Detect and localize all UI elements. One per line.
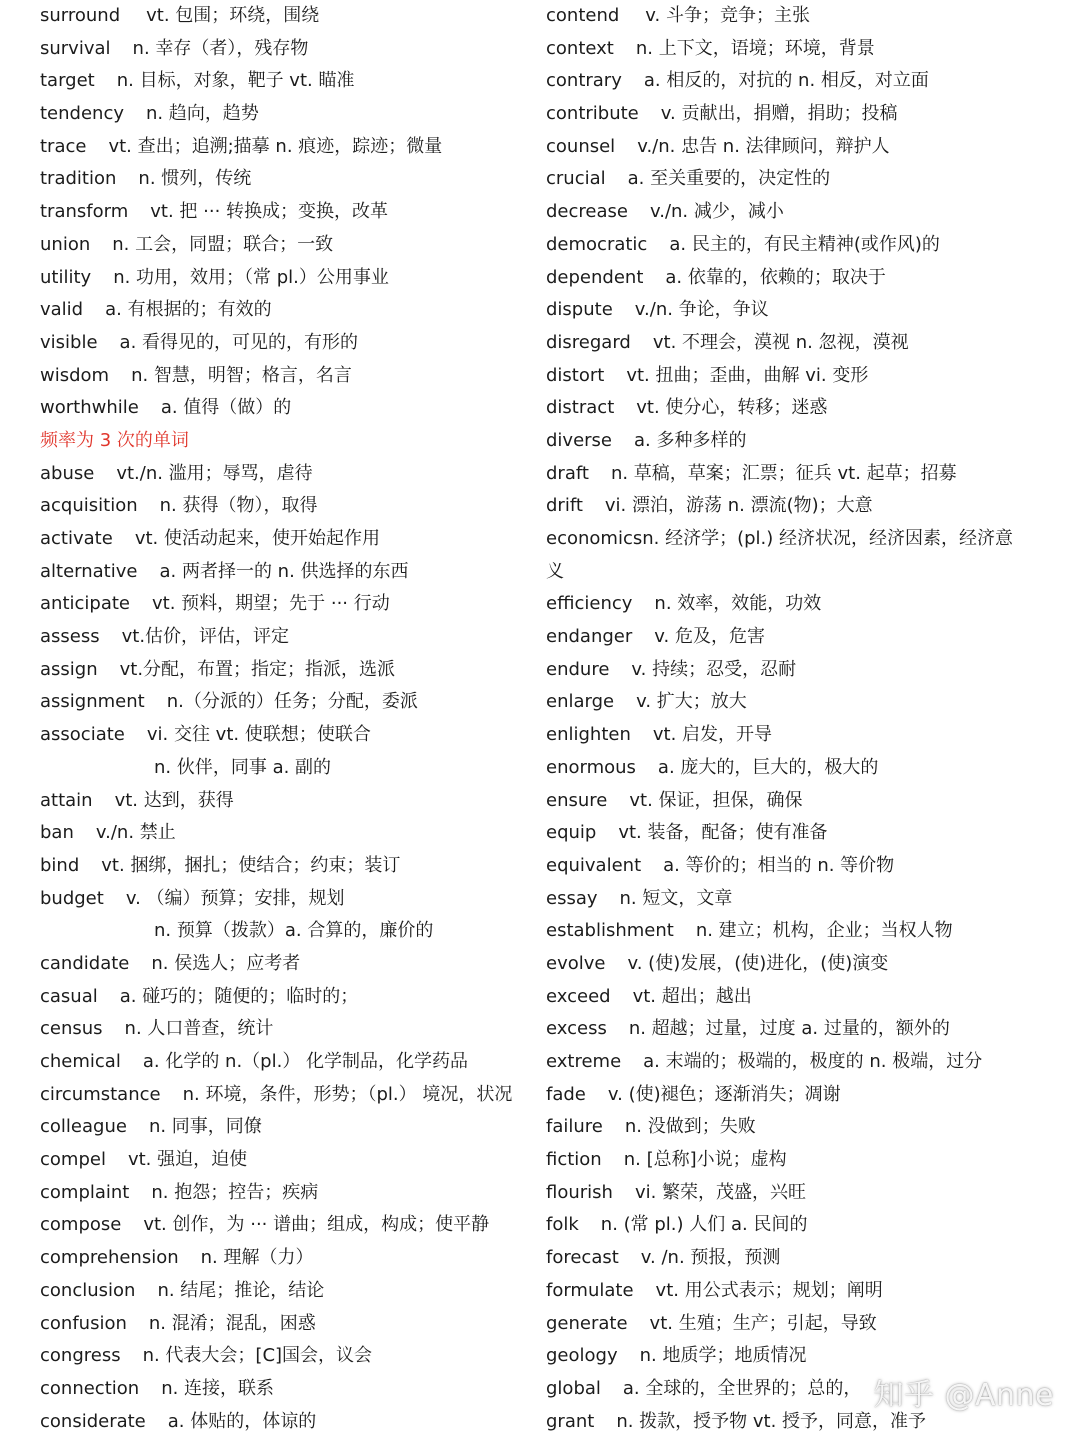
vocab-word: abuse [40, 462, 95, 484]
vocab-definition: a. 相反的，对抗的 n. 相反，对立面 [643, 70, 929, 92]
vocab-word: assignment [40, 691, 145, 713]
vocab-definition: n. 超越；过量，过度 a. 过量的，额外的 [628, 1018, 950, 1040]
vocab-word: considerate [40, 1410, 146, 1432]
vocab-entry [40, 915, 535, 948]
vocab-definition: vt./n. 滥用；辱骂，虐待 [116, 462, 313, 484]
vocab-definition: vt. 查出；追溯;描摹 n. 痕迹，踪迹；微量 [108, 135, 443, 157]
vocab-definition: a. 值得（做）的 [160, 397, 292, 419]
vocab-entry [40, 1046, 535, 1079]
vocab-definition: a. 有根据的；有效的 [105, 299, 272, 321]
vocab-definition: v. （编）预算；安排，规划 [125, 887, 345, 909]
vocab-entry [546, 294, 1046, 327]
vocab-entry [546, 0, 1046, 33]
vocab-entry [546, 425, 1046, 458]
vocab-entry [546, 1079, 1046, 1112]
vocab-definition: n. [总称]小说；虚构 [623, 1149, 787, 1171]
vocab-entry [40, 65, 535, 98]
vocab-definition: n. 混淆；混乱，困惑 [148, 1312, 316, 1334]
vocab-entry [40, 1144, 535, 1177]
vocab-definition: n. 建立；机构，企业；当权人物 [695, 920, 953, 942]
vocab-word: activate [40, 528, 113, 549]
vocab-entry [546, 915, 1046, 948]
vocab-word: forecast [546, 1247, 619, 1269]
vocab-entry [40, 229, 535, 262]
vocab-definition: vt. 不理会，漠视 n. 忽视，漠视 [652, 331, 909, 353]
vocab-definition: n. 趋向，趋势 [146, 103, 259, 125]
vocab-entry [40, 0, 535, 33]
vocab-word: counsel [546, 135, 616, 157]
vocab-definition: a. 民主的，有民主精神(或作风)的 [669, 233, 940, 255]
vocab-definition: a. 末端的；极端的，极度的 n. 极端，过分 [643, 1051, 983, 1072]
watermark: 知乎 @Anne [873, 1378, 1054, 1413]
vocab-definition: n. 短文，文章 [619, 887, 733, 909]
vocab-entry [40, 719, 535, 752]
vocab-entry [40, 686, 535, 719]
vocab-entry [546, 65, 1046, 98]
vocab-definition: n. 功用，效用；（常 pl.）公用事业 [113, 266, 389, 288]
vocab-word: connection [40, 1377, 140, 1399]
vocab-entry [546, 1111, 1046, 1144]
vocab-word: target [40, 70, 95, 92]
vocab-definition: v. 扩大；放大 [636, 691, 747, 713]
vocab-word: evolve [546, 952, 606, 974]
vocab-entry [546, 360, 1046, 393]
vocab-entry [40, 131, 535, 164]
vocab-definition: v./n. 争论，争议 [634, 299, 769, 321]
vocab-entry [40, 196, 535, 229]
vocab-definition: vt.估价，评估，评定 [121, 626, 290, 648]
vocab-definition: v. (使)发展，(使)进化，(使)演变 [627, 952, 889, 974]
vocab-definition: a. 化学的 n.（pl.） 化学制品，化学药品 [142, 1051, 469, 1072]
vocab-definition: n. 效率，效能，功效 [654, 593, 822, 615]
vocab-entry [40, 163, 535, 196]
vocab-definition: vt. 预料，期望；先于 ··· 行动 [151, 593, 390, 615]
vocab-definition: v./n. 忠告 n. 法律顾问，辩护人 [637, 135, 890, 157]
vocab-entry [40, 556, 535, 589]
vocab-word: surround [40, 5, 121, 26]
vocab-word: contribute [546, 103, 639, 125]
vocab-word: equip [546, 822, 597, 844]
vocab-word: essay [546, 887, 598, 909]
vocab-entry [546, 948, 1046, 981]
vocab-word: fade [546, 1083, 586, 1105]
vocab-entry [546, 621, 1046, 654]
vocab-word: budget [40, 887, 104, 909]
vocab-definition: vt. 包围；环绕，围绕 [146, 5, 320, 26]
vocab-word: generate [546, 1312, 628, 1334]
vocab-word: contend [546, 5, 620, 26]
vocab-entry [40, 1406, 535, 1439]
vocab-word: complaint [40, 1181, 130, 1203]
vocab-entry [40, 1308, 535, 1341]
vocab-entry [546, 523, 1046, 556]
vocab-entry [546, 392, 1046, 425]
vocab-definition: n. 理解（力） [200, 1247, 314, 1269]
vocab-definition: n. 人口普查，统计 [124, 1018, 274, 1040]
vocab-word: enlighten [546, 724, 631, 746]
vocab-entry [40, 523, 535, 556]
vocab-word: dispute [546, 299, 613, 321]
vocab-entry [546, 981, 1046, 1014]
vocab-definition: vt. 保证，担保，确保 [629, 789, 803, 811]
vocab-word: bind [40, 854, 80, 876]
vocab-definition: n. 经济学；(pl.) 经济状况，经济因素，经济意 [642, 528, 1013, 549]
vocab-entry [546, 490, 1046, 523]
vocab-entry [546, 1046, 1046, 1079]
right-column [546, 0, 1046, 1438]
vocab-entry [40, 262, 535, 295]
vocab-definition: n. 预算（拨款）a. 合算的，廉价的 [154, 920, 434, 942]
vocab-definition: a. 依靠的，依赖的；取决于 [665, 266, 886, 288]
vocab-entry [546, 1275, 1046, 1308]
vocab-definition: vt. 强迫，迫使 [127, 1149, 248, 1171]
vocab-entry [546, 588, 1046, 621]
vocab-definition: n. 草稿，草案；汇票；征兵 vt. 起草；招募 [610, 462, 957, 484]
vocab-definition: v. 斗争；竞争；主张 [645, 5, 810, 26]
vocab-definition: vi. 繁荣，茂盛，兴旺 [634, 1181, 807, 1203]
vocab-definition: n. 代表大会；[C]国会，议会 [142, 1345, 373, 1367]
vocab-definition: v. ∕n. 预报，预测 [640, 1247, 781, 1269]
vocab-entry [40, 98, 535, 131]
vocab-definition: vt. 创作，为 ··· 谱曲；组成，构成；使平静 [143, 1214, 490, 1236]
vocab-word: survival [40, 37, 111, 59]
section-heading [40, 425, 535, 458]
vocab-word: tradition [40, 168, 117, 190]
vocab-definition: vt. 使活动起来，使开始起作用 [134, 528, 380, 549]
vocab-definition: n. 伙伴，同事 a. 副的 [154, 756, 332, 778]
vocab-definition: vt.分配，布置；指定；指派，选派 [119, 658, 396, 680]
vocab-entry [546, 262, 1046, 295]
vocab-word: crucial [546, 168, 606, 190]
vocab-word: endure [546, 658, 610, 680]
vocab-definition: a. 碰巧的；随便的；临时的； [119, 985, 359, 1007]
vocab-definition: a. 庞大的，巨大的，极大的 [657, 756, 879, 778]
vocab-definition: v. 持续；忍受，忍耐 [631, 658, 797, 680]
vocab-definition: vt. 用公式表示；规划；阐明 [655, 1279, 883, 1301]
vocab-entry [40, 1209, 535, 1242]
vocab-entry [546, 850, 1046, 883]
vocab-definition: n. 地质学；地质情况 [639, 1345, 807, 1367]
vocab-word: disregard [546, 331, 631, 353]
vocab-entry [40, 621, 535, 654]
vocab-word: contrary [546, 70, 622, 92]
vocab-entry [40, 883, 535, 916]
vocab-entry [40, 981, 535, 1014]
vocab-definition: a. 等价的；相当的 n. 等价物 [663, 854, 895, 876]
vocab-word: diverse [546, 429, 613, 451]
vocab-word: wisdom [40, 364, 110, 386]
vocab-word: confusion [40, 1312, 127, 1334]
vocab-entry [546, 556, 1046, 589]
vocab-definition: a. 至关重要的，决定性的 [627, 168, 831, 190]
vocab-word: excess [546, 1018, 607, 1040]
vocab-definition: vi. 交往 vt. 使联想；使联合 [146, 724, 371, 746]
vocab-definition: n. 上下文，语境；环境，背景 [635, 37, 875, 59]
vocab-definition: n. 没做到；失败 [624, 1116, 756, 1138]
vocab-entry [40, 1079, 535, 1112]
vocab-word: ensure [546, 789, 608, 811]
vocab-word: global [546, 1377, 601, 1399]
vocab-entry [546, 817, 1046, 850]
vocab-word: transform [40, 201, 129, 223]
vocab-entry [40, 490, 535, 523]
vocab-word: economics [546, 528, 643, 549]
vocab-entry [546, 1144, 1046, 1177]
vocab-definition: n.（分派的）任务；分配，委派 [166, 691, 418, 713]
vocab-entry [40, 360, 535, 393]
vocab-definition: n. 同事，同僚 [148, 1116, 262, 1138]
vocab-entry [40, 1275, 535, 1308]
vocab-definition: vi. 漂泊，游荡 n. 漂流(物)；大意 [604, 495, 873, 517]
vocab-entry [40, 1111, 535, 1144]
vocab-word: tendency [40, 103, 124, 125]
vocab-entry [40, 948, 535, 981]
vocab-entry [40, 1177, 535, 1210]
vocab-word: draft [546, 462, 589, 484]
vocab-word: anticipate [40, 593, 130, 615]
vocab-entry [40, 1242, 535, 1275]
vocab-word: decrease [546, 201, 628, 223]
vocab-word: context [546, 37, 614, 59]
vocab-entry [546, 98, 1046, 131]
vocab-word: endanger [546, 626, 633, 648]
vocab-definition: n. 智慧，明智；格言，名言 [131, 364, 352, 386]
vocab-definition: n. 目标，对象，靶子 vt. 瞄准 [116, 70, 355, 92]
vocab-word: associate [40, 724, 125, 746]
vocab-word: equivalent [546, 854, 642, 876]
vocab-definition: a. 多种多样的 [634, 429, 747, 451]
vocab-word: valid [40, 299, 84, 321]
vocab-word: distort [546, 364, 605, 386]
vocab-word: assess [40, 626, 100, 648]
vocab-definition: vt. 达到，获得 [114, 789, 234, 811]
vocab-entry [546, 1013, 1046, 1046]
vocab-definition: n. 获得（物），取得 [159, 495, 318, 517]
vocab-definition: v. 贡献出，捐赠，捐助；投稿 [660, 103, 898, 125]
vocab-word: chemical [40, 1051, 121, 1072]
vocab-word: efficiency [546, 593, 633, 615]
vocab-entry [546, 229, 1046, 262]
vocab-entry [546, 196, 1046, 229]
vocab-word: attain [40, 789, 93, 811]
vocab-entry [546, 785, 1046, 818]
vocab-definition: n. 连接，联系 [161, 1377, 275, 1399]
vocab-word: candidate [40, 952, 130, 974]
vocab-entry [546, 33, 1046, 66]
vocab-word: fiction [546, 1149, 602, 1171]
vocab-definition: vt. 装备，配备；使有准备 [618, 822, 828, 844]
vocab-definition: vt. 超出；越出 [632, 985, 752, 1007]
vocab-definition: vt. 扭曲；歪曲，曲解 vi. 变形 [626, 364, 869, 386]
vocab-word: geology [546, 1345, 618, 1367]
vocab-entry [40, 1340, 535, 1373]
vocab-entry [546, 1242, 1046, 1275]
vocab-definition: v./n. 减少，减小 [649, 201, 784, 223]
vocab-definition: n. 环境，条件，形势；（pl.） 境况，状况 [182, 1083, 513, 1105]
vocab-word: extreme [546, 1051, 622, 1072]
vocab-word: comprehension [40, 1247, 179, 1269]
vocab-definition: vt. 生殖；生产；引起，导致 [649, 1312, 877, 1334]
vocab-definition: n. 工会，同盟；联合；一致 [112, 233, 334, 255]
vocab-word: visible [40, 331, 98, 353]
vocab-word: dependent [546, 266, 644, 288]
vocab-entry [546, 752, 1046, 785]
vocab-definition: n. 侯选人；应考者 [151, 952, 301, 974]
vocab-entry [40, 458, 535, 491]
vocab-word: compose [40, 1214, 122, 1236]
vocab-word: formulate [546, 1279, 634, 1301]
vocab-definition: a. 看得见的，可见的，有形的 [119, 331, 359, 353]
vocab-entry [40, 392, 535, 425]
vocab-word: exceed [546, 985, 611, 1007]
vocab-entry [40, 588, 535, 621]
vocab-entry [546, 163, 1046, 196]
vocab-definition: a. 全球的，全世界的；总的， [622, 1377, 862, 1399]
vocab-word: drift [546, 495, 583, 517]
vocab-definition: n. 幸存（者），残存物 [132, 37, 309, 59]
vocab-definition: vt. 把 ··· 转换成；变换，改革 [150, 201, 389, 223]
vocab-word: establishment [546, 920, 674, 942]
vocab-word: congress [40, 1345, 121, 1367]
left-column [40, 0, 535, 1438]
vocab-word: assign [40, 658, 98, 680]
vocab-entry [546, 719, 1046, 752]
vocab-word: utility [40, 266, 92, 288]
vocab-definition: v. (使)褪色；逐渐消失；凋谢 [607, 1083, 841, 1105]
vocab-entry [40, 1013, 535, 1046]
vocab-word: worthwhile [40, 397, 139, 419]
vocab-entry [546, 654, 1046, 687]
vocab-entry [546, 1340, 1046, 1373]
vocab-word: union [40, 233, 91, 255]
vocab-entry [546, 1177, 1046, 1210]
vocab-entry [546, 131, 1046, 164]
vocab-definition: vt. 启发，开导 [652, 724, 773, 746]
vocab-definition: n. 惯列，传统 [138, 168, 252, 190]
vocab-entry [40, 327, 535, 360]
vocab-definition: n. 拨款，授予物 vt. 授予，同意，准予 [616, 1410, 927, 1432]
vocab-entry [40, 850, 535, 883]
vocab-entry [546, 327, 1046, 360]
vocab-definition: 义 [546, 560, 564, 582]
vocab-word: casual [40, 985, 98, 1007]
vocab-definition: a. 两者择一的 n. 供选择的东西 [159, 560, 409, 582]
vocab-word: colleague [40, 1116, 127, 1138]
vocab-entry [546, 1308, 1046, 1341]
vocab-word: circumstance [40, 1083, 161, 1105]
vocab-word: democratic [546, 233, 648, 255]
vocab-entry [40, 817, 535, 850]
vocab-word: flourish [546, 1181, 613, 1203]
vocab-word: distract [546, 397, 615, 419]
vocab-word: trace [40, 135, 87, 157]
vocab-word: conclusion [40, 1279, 136, 1301]
vocab-definition: vt. 捆绑，捆扎；使结合；约束；装订 [101, 854, 401, 876]
vocab-definition: v./n. 禁止 [95, 822, 176, 844]
vocab-definition: n. 结尾；推论，结论 [157, 1279, 325, 1301]
vocab-word: enlarge [546, 691, 615, 713]
vocab-definition: v. 危及，危害 [654, 626, 765, 648]
vocab-definition: n. 抱怨；控告；疾病 [151, 1181, 319, 1203]
vocab-definition: vt. 使分心，转移；迷惑 [636, 397, 828, 419]
vocab-entry [546, 883, 1046, 916]
vocab-entry [40, 785, 535, 818]
vocab-entry [40, 1373, 535, 1406]
vocab-word: census [40, 1018, 103, 1040]
vocab-word: alternative [40, 560, 138, 582]
vocab-entry [40, 33, 535, 66]
vocab-word: compel [40, 1149, 106, 1171]
vocab-word: failure [546, 1116, 603, 1138]
vocab-entry [546, 458, 1046, 491]
section-heading-text: 频率为 3 次的单词 [40, 429, 189, 451]
vocab-entry [546, 686, 1046, 719]
vocab-entry [40, 654, 535, 687]
vocab-definition: a. 体贴的，体谅的 [167, 1410, 317, 1432]
vocab-definition: n. (常 pl.) 人们 a. 民间的 [600, 1214, 808, 1236]
vocab-entry [40, 752, 535, 785]
vocab-word: folk [546, 1214, 579, 1236]
vocab-word: acquisition [40, 495, 138, 517]
vocab-word: ban [40, 822, 74, 844]
vocab-entry [40, 294, 535, 327]
vocab-word: grant [546, 1410, 595, 1432]
vocab-word: enormous [546, 756, 636, 778]
vocab-entry [546, 1209, 1046, 1242]
